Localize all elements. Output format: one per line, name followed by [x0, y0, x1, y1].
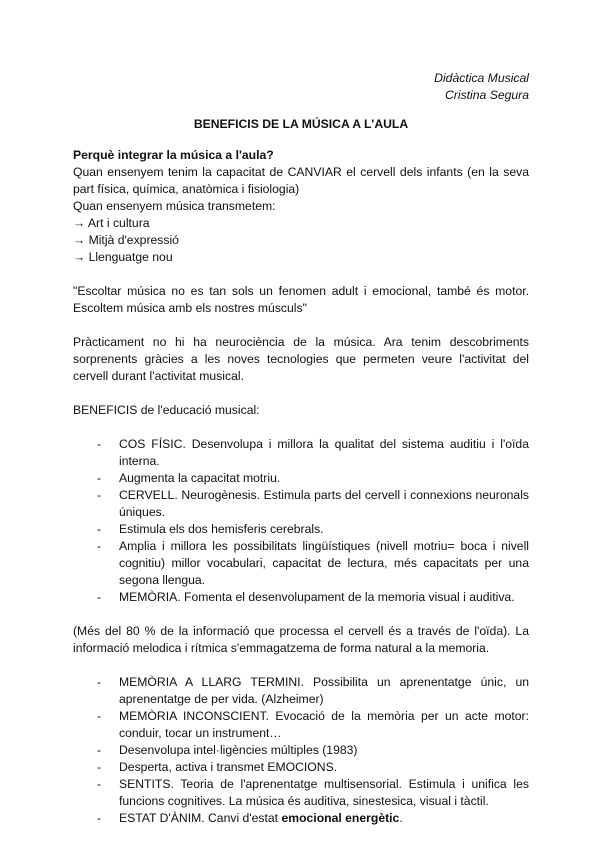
paragraph: (Més del 80 % de la informació que processa el cervell és a través de l'oïda). La informació melodica i rítmica s'emmagatzema de forma natural a la memoria.: [73, 624, 529, 655]
document-header: [73, 70, 529, 104]
memory-list: [73, 674, 529, 827]
benefits-list: [73, 436, 529, 606]
section-heading: Perquè integrar la música a l'aula?: [73, 148, 274, 162]
paragraph: Quan ensenyem música transmetem:: [73, 199, 276, 213]
list-item: - Amplia i millora les possibilitats lingüístiques (nivell motriu= boca i nivell cognitiu) millor vocabulari, capacitat de lectura, més capacitats per una segona llengua.: [97, 538, 529, 589]
list-item: - Desperta, activa i transmet EMOCIONS.: [97, 759, 529, 776]
list-item: - Desenvolupa intel·ligències múltiples (1983): [97, 742, 529, 759]
list-item: [97, 810, 529, 827]
list-item: - CERVELL. Neurogènesis. Estimula parts del cervell i connexions neuronals úniques.: [97, 487, 529, 521]
list-item: - COS FÍSIC. Desenvolupa i millora la qualitat del sistema auditiu i l'oïda interna.: [97, 436, 529, 470]
author-name: Cristina Segura: [445, 88, 529, 102]
list-item-text: .: [399, 811, 403, 825]
list-item: - MEMÒRIA. Fomenta el desenvolupament de la memoria visual i auditiva.: [97, 589, 529, 606]
arrow-item: → Mitjà d'expressió: [73, 233, 179, 247]
list-item: - Augmenta la capacitat motriu.: [97, 470, 529, 487]
benefits-heading: BENEFICIS de l'educació musical:: [73, 403, 260, 417]
quote-paragraph: "Escoltar música no es tan sols un fenomen adult i emocional, també és motor. Escoltem música amb els nostres músculs": [73, 284, 529, 315]
course-name: Didàctica Musical: [434, 71, 529, 85]
list-item: - MEMÒRIA INCONSCIENT. Evocació de la memòria per un acte motor: conduir, tocar un instrument…: [97, 708, 529, 742]
list-item: - SENTITS. Teoria de l'aprenentatge multisensorial. Estimula i unifica les funcions cognitives. La música és auditiva, sinestesica, visual i tàctil.: [97, 776, 529, 810]
arrow-item: → Art i cultura: [73, 216, 150, 230]
paragraph: Quan ensenyem tenim la capacitat de CANVIAR el cervell dels infants (en la seva part física, química, anatòmica i fisiologia): [73, 165, 529, 196]
list-item: - MEMÒRIA A LLARG TERMINI. Possibilita un aprenentatge únic, un aprenentatge de per vida. (Alzheimer): [97, 674, 529, 708]
list-item: - Estimula els dos hemisferis cerebrals.: [97, 521, 529, 538]
paragraph: Pràcticament no hi ha neurociència de la música. Ara tenim descobriments sorprenents gràcies a les noves tecnologies que permeten veure l'activitat del cervell durant l'activitat musical.: [73, 335, 529, 383]
list-item-text: ESTAT D'ÀNIM. Canvi d'estat: [119, 811, 282, 825]
arrow-item: → Llenguatge nou: [73, 250, 173, 264]
page-title: BENEFICIS DE LA MÚSICA A L'AULA: [193, 117, 409, 131]
emphasis-text: emocional energètic: [281, 811, 400, 825]
document-page: [73, 70, 529, 827]
